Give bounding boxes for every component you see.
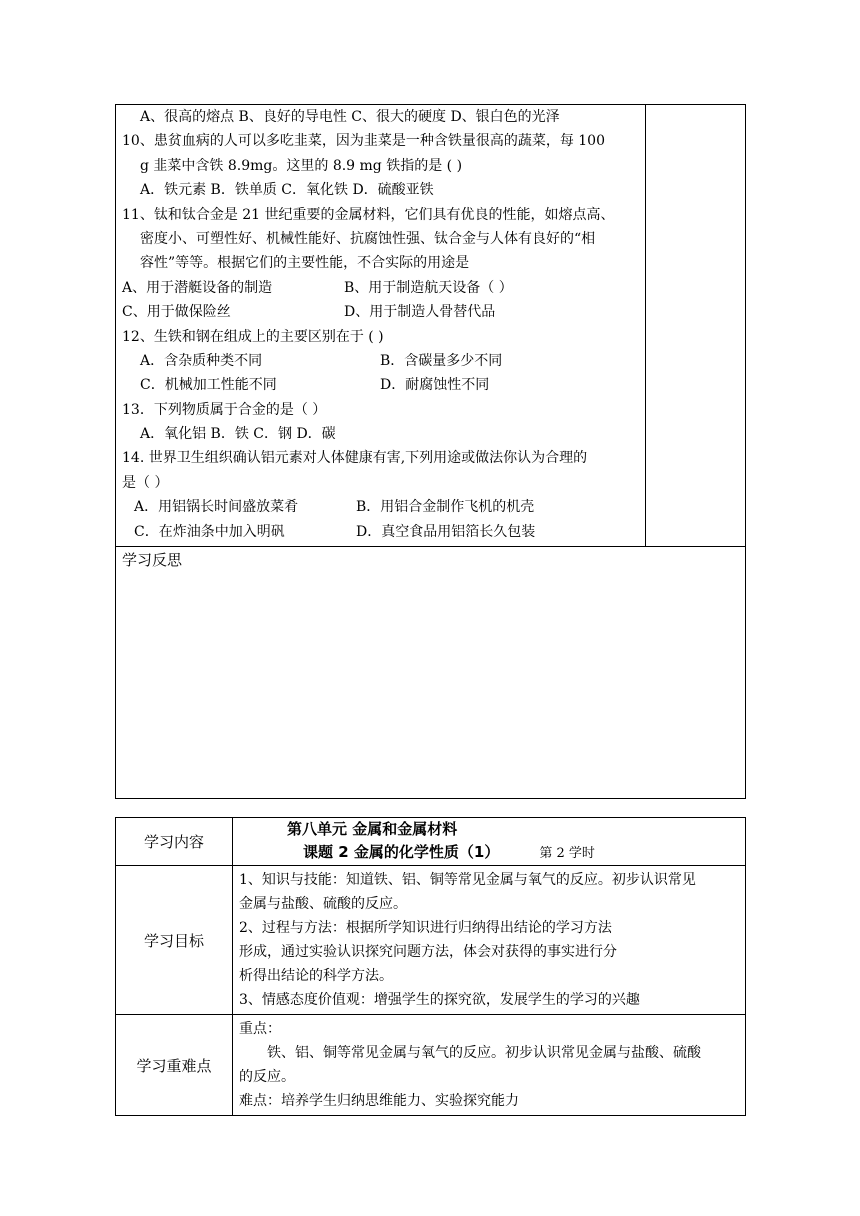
side-column xyxy=(645,105,745,547)
q14-option-d: D．真空食品用铝箔长久包装 xyxy=(356,523,536,540)
goals-label: 学习目标 xyxy=(116,866,233,1015)
lesson-plan-table xyxy=(115,817,746,1116)
q14-option-a: A．用铝锅长时间盛放菜肴 xyxy=(134,499,299,516)
key-heading: 重点： xyxy=(239,1021,281,1037)
q14-option-b: B．用铝合金制作飞机的机壳 xyxy=(356,499,535,516)
key-point-cont: 的反应。 xyxy=(239,1069,295,1085)
q11-options-row1 xyxy=(122,276,645,300)
q11-option-d: D、用于制造人骨替代品 xyxy=(344,304,496,321)
q9-options: A、很高的熔点 B、良好的导电性 C、很大的硬度 D、银白色的光泽 xyxy=(140,109,560,125)
q12-option-b: B．含碳量多少不同 xyxy=(380,352,503,369)
lesson-title-row xyxy=(233,841,745,865)
q14-stem-line1: 14. 世界卫生组织确认铝元素对人体健康有害,下列用途或做法你认为合理的 xyxy=(122,450,588,467)
q14-stem-line2: 是（ ） xyxy=(122,474,169,491)
q11-option-a: A、用于潜艇设备的制造 xyxy=(122,279,273,296)
q14-options-row2 xyxy=(122,520,645,544)
content-label: 学习内容 xyxy=(116,818,233,866)
q13-stem: 13．下列物质属于合金的是（ ） xyxy=(122,401,327,418)
key-point: 铁、铝、铜等常见金属与氧气的反应。初步认识常见金属与盐酸、硫酸 xyxy=(267,1045,701,1061)
goal-3: 3、情感态度价值观：增强学生的探究欲，发展学生的学习的兴趣 xyxy=(239,992,640,1008)
goal-2-cont: 形成，通过实验认识探究问题方法，体会对获得的事实进行分 xyxy=(239,944,617,960)
q10-stem-line1: 10、患贫血病的人可以多吃韭菜，因为韭菜是一种含铁量很高的蔬菜，每 100 xyxy=(122,133,605,150)
goal-2: 2、过程与方法：根据所学知识进行归纳得出结论的学习方法 xyxy=(239,920,612,936)
difficulty: 难点：培养学生归纳思维能力、实验探究能力 xyxy=(239,1093,519,1109)
q10-options: A．铁元素 B．铁单质 C．氧化铁 D．硫酸亚铁 xyxy=(140,182,434,199)
q14-option-c: C．在炸油条中加入明矾 xyxy=(134,523,285,540)
exercise-table xyxy=(115,104,746,799)
reflection-cell xyxy=(116,547,746,799)
q12-stem: 12、生铁和钢在组成上的主要区别在于 ( ) xyxy=(122,328,384,345)
goals-cell xyxy=(233,866,746,1015)
q12-options-row2 xyxy=(122,373,645,397)
q12-option-c: C．机械加工性能不同 xyxy=(140,377,277,394)
q12-option-a: A．含杂质种类不同 xyxy=(140,352,263,369)
goal-1: 1、知识与技能：知道铁、铝、铜等常见金属与氧气的反应。初步认识常见 xyxy=(239,872,696,888)
key-points-cell xyxy=(233,1015,746,1116)
q11-option-b: B、用于制造航天设备（ ） xyxy=(344,279,513,296)
q12-option-d: D．耐腐蚀性不同 xyxy=(380,377,490,394)
period: 第 2 学时 xyxy=(539,846,595,861)
q11-option-c: C、用于做保险丝 xyxy=(122,304,231,321)
questions-cell xyxy=(116,105,646,547)
goal-2-cont2: 析得出结论的科学方法。 xyxy=(239,968,393,984)
q13-options: A．氧化铝 B．铁 C．钢 D．碳 xyxy=(140,426,336,443)
unit-title: 第八单元 金属和金属材料 xyxy=(287,820,458,838)
lesson-title: 课题 2 金属的化学性质（1） xyxy=(303,843,500,861)
goal-1-cont: 金属与盐酸、硫酸的反应。 xyxy=(239,896,407,912)
key-points-label: 学习重难点 xyxy=(116,1015,233,1116)
q11-stem-line2: 密度小、可塑性好、机械性能好、抗腐蚀性强、钛合金与人体有良好的“相 xyxy=(140,230,596,247)
q11-stem-line1: 11、钛和钛合金是 21 世纪重要的金属材料，它们具有优良的性能，如熔点高、 xyxy=(122,206,615,223)
q10-stem-line2: g 韭菜中含铁 8.9mg。这里的 8.9 mg 铁指的是 ( ) xyxy=(140,157,463,174)
q14-options-row1 xyxy=(122,495,645,519)
reflection-heading: 学习反思 xyxy=(122,551,183,569)
q12-options-row1 xyxy=(122,349,645,373)
q11-options-row2 xyxy=(122,300,645,324)
q11-stem-line3: 容性”等等。根据它们的主要性能，不合实际的用途是 xyxy=(140,255,470,272)
title-cell xyxy=(233,818,746,866)
